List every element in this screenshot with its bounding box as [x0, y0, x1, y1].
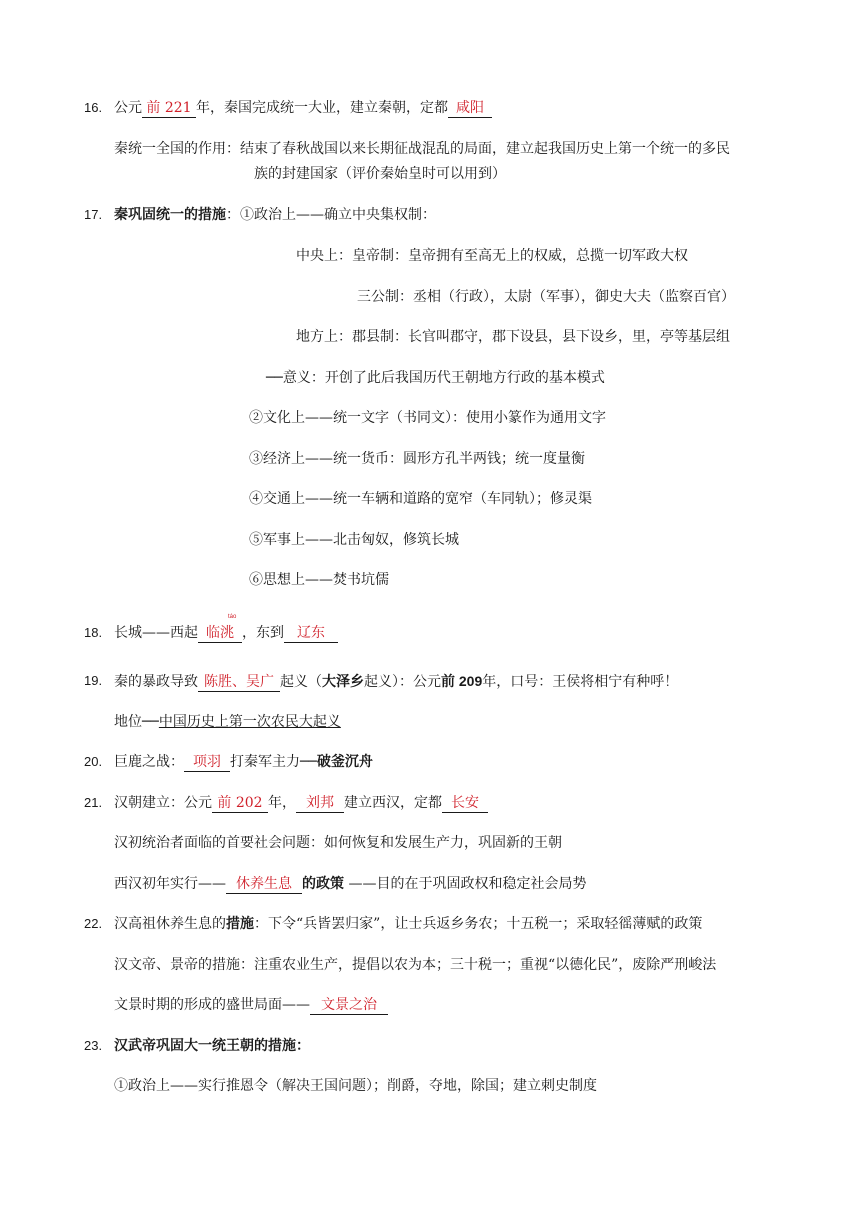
item-21-sub2-text-c: ——目的在于巩固政权和稳定社会局势 — [348, 876, 587, 892]
item-17-number: 17. — [84, 207, 103, 222]
answer-22-era: 文景之治 — [321, 997, 377, 1013]
item-17-local: 地方上：郡县制：长官叫郡守，郡下设县，县下设乡，里，亭等基层组 — [296, 329, 730, 345]
item-19-text-a: 秦的暴政导致 — [114, 674, 198, 690]
item-19-line — [114, 671, 678, 692]
item-21-sub2-policy-label: 的政策 — [302, 876, 344, 892]
item-16-line — [114, 98, 492, 118]
blank-21-founder — [296, 794, 344, 813]
blank-21-capital — [442, 794, 488, 813]
item-20-line — [114, 752, 373, 772]
item-17-economy: ③经济上——统一货币：圆形方孔半两钱；统一度量衡 — [249, 451, 585, 467]
item-21-sub2 — [114, 874, 586, 894]
item-16-sub2: 族的封建国家（评价秦始皇时可以用到） — [254, 166, 506, 182]
item-19-year: 前 209 — [441, 673, 483, 689]
answer-16-capital: 咸阳 — [456, 100, 484, 116]
item-20-number: 20. — [84, 754, 103, 769]
item-16-text-a: 公元 — [114, 100, 142, 116]
item-17-traffic: ④交通上——统一车辆和道路的宽窄（车同轨）；修灵渠 — [249, 491, 592, 507]
item-19-number: 19. — [84, 673, 103, 688]
item-23-line — [114, 1036, 310, 1056]
answer-21-year: 前 202 — [217, 795, 263, 811]
item-19-text-b: 起义（ — [280, 674, 322, 690]
answer-18-west: 临洮 — [206, 625, 234, 641]
item-20-text-a: 巨鹿之战： — [114, 754, 184, 770]
item-22-sub1: 汉文帝、景帝的措施：注重农业生产，提倡以农为本；三十税一；重视“以德化民”，废除严刑峻法 — [114, 957, 717, 973]
item-22-number: 22. — [84, 916, 103, 931]
item-17-culture: ②文化上——统一文字（书同文）：使用小篆作为通用文字 — [249, 410, 606, 426]
item-17-meaning: ──意义：开创了此后我国历代王朝地方行政的基本模式 — [266, 370, 605, 386]
blank-16-year — [142, 99, 196, 118]
answer-18-east: 辽东 — [297, 625, 325, 641]
answer-19-leaders: 陈胜、吴广 — [204, 674, 274, 690]
item-18-text-a: 长城——西起 — [114, 625, 198, 641]
item-16-sub1: 秦统一全国的作用：结束了春秋战国以来长期征战混乱的局面，建立起我国历史上第一个统一的多民 — [114, 141, 730, 157]
item-17-heading-rest: ：①政治上——确立中央集权制： — [226, 207, 436, 223]
item-16-text-b: 年，秦国完成统一大业，建立秦朝，定都 — [196, 100, 448, 116]
item-18-number: 18. — [84, 625, 103, 640]
item-20-text-b: 打秦军主力── — [230, 754, 317, 770]
item-18-text-b: ，东到 — [242, 625, 284, 641]
item-21-text-a: 汉朝建立：公元 — [114, 795, 212, 811]
pinyin-annotation: táo — [228, 614, 237, 620]
item-19-text-d: 起义）：公元 — [364, 674, 441, 690]
item-17-thought: ⑥思想上——焚书坑儒 — [249, 572, 389, 588]
item-23-heading: 汉武帝巩固大一统王朝的措施 — [114, 1038, 296, 1054]
item-16-number: 16. — [84, 100, 103, 115]
item-19-sub-label: 地位── — [114, 714, 159, 730]
item-17-sangong: 三公制：丞相（行政），太尉（军事），御史大夫（监察百官） — [357, 289, 735, 305]
item-22-sub2-text-a: 文景时期的形成的盛世局面—— — [114, 997, 310, 1013]
item-23-number: 23. — [84, 1038, 103, 1053]
item-21-sub2-text-a: 西汉初年实行—— — [114, 876, 226, 892]
item-22-line — [114, 914, 702, 934]
item-17-line — [114, 205, 436, 225]
item-22-text-a: 汉高祖休养生息的 — [114, 916, 226, 932]
item-19-place: 大泽乡 — [322, 674, 364, 690]
item-17-central: 中央上：皇帝制：皇帝拥有至高无上的权威，总揽一切军政大权 — [296, 248, 688, 264]
answer-20-general: 项羽 — [193, 754, 221, 770]
item-20-idiom: 破釜沉舟 — [316, 754, 373, 770]
item-21-sub1: 汉初统治者面临的首要社会问题：如何恢复和发展生产力，巩固新的王朝 — [114, 835, 562, 851]
blank-18-east — [284, 624, 338, 643]
blank-16-capital — [448, 99, 492, 118]
blank-22-era — [310, 996, 388, 1015]
answer-21-capital: 长安 — [451, 795, 479, 811]
answer-21-founder: 刘邦 — [306, 795, 334, 811]
item-17-heading: 秦巩固统一的措施 — [114, 207, 226, 223]
blank-18-west — [198, 624, 242, 643]
answer-21-policy: 休养生息 — [236, 876, 292, 892]
blank-19-leaders — [198, 673, 280, 692]
item-21-number: 21. — [84, 795, 103, 810]
item-21-text-c: 建立西汉，定都 — [344, 795, 442, 811]
item-22-measures: 措施 — [226, 916, 254, 932]
item-22-sub2 — [114, 995, 388, 1015]
item-19-text-f: 年，口号：王侯将相宁有种呼！ — [482, 674, 679, 690]
item-23-heading-rest: ： — [296, 1038, 310, 1054]
blank-21-policy — [226, 875, 302, 894]
answer-16-year: 前 221 — [146, 100, 192, 116]
item-18-line — [114, 623, 338, 643]
blank-21-year — [212, 794, 268, 813]
item-19-sub-status: 中国历史上第一次农民大起义 — [158, 714, 341, 730]
item-19-sub — [114, 712, 341, 732]
item-17-military: ⑤军事上——北击匈奴，修筑长城 — [249, 532, 459, 548]
item-21-line — [114, 793, 488, 813]
blank-20-general — [184, 753, 230, 772]
item-21-text-b: 年， — [268, 795, 296, 811]
item-23-sub1: ①政治上——实行推恩令（解决王国问题）；削爵，夺地，除国；建立刺史制度 — [114, 1078, 597, 1094]
item-22-text-c: ：下令“兵皆罢归家”，让士兵返乡务农；十五税一；采取轻徭薄赋的政策 — [254, 916, 703, 932]
